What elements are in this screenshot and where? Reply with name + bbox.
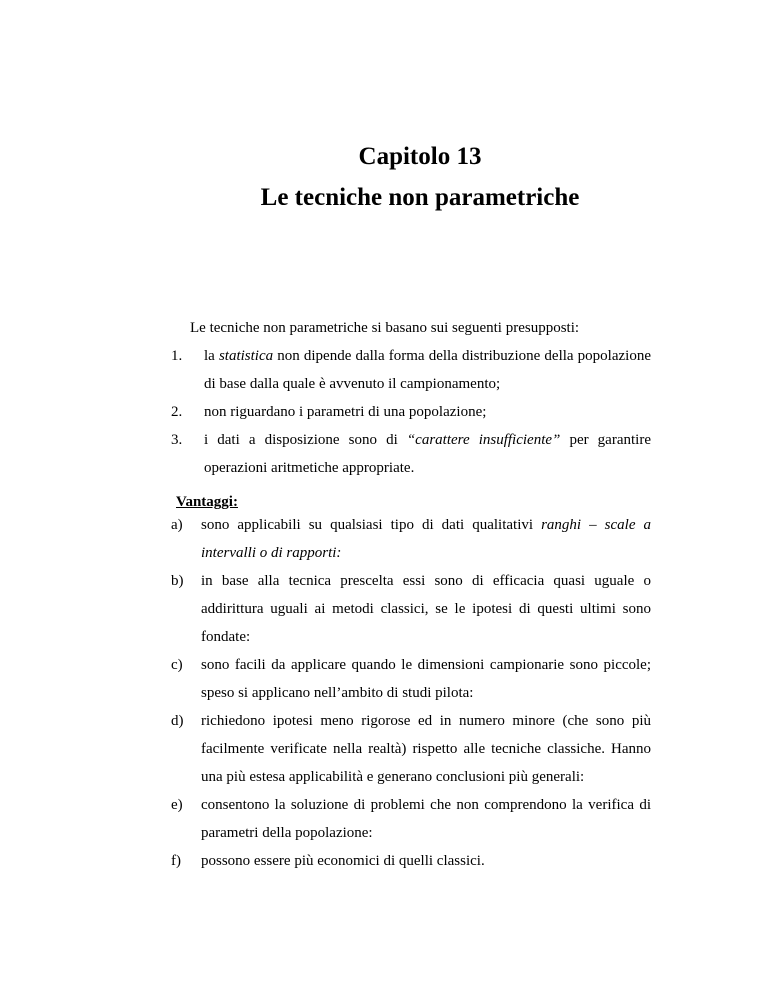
chapter-subtitle: Le tecniche non parametriche	[260, 184, 580, 211]
text-segment: non riguardano i parametri di una popolazione;	[204, 404, 487, 420]
list-item-text: consentono la soluzione di problemi che non comprendono la verifica di parametri della popolazione:	[201, 797, 651, 841]
list-item-text: sono facili da applicare quando le dimensioni campionarie sono piccole; speso si applicano nell’ambito di studi pilota:	[201, 657, 651, 701]
list-item	[171, 847, 651, 875]
list-item-text	[201, 511, 651, 567]
advantages-heading: Vantaggi:	[176, 494, 238, 510]
list-marker: 1.	[171, 348, 183, 364]
list-item	[171, 398, 651, 426]
list-marker: e)	[171, 797, 183, 813]
intro-paragraph: Le tecniche non parametriche si basano sui seguenti presupposti:	[190, 320, 580, 336]
list-item-text	[204, 342, 651, 398]
list-marker: d)	[171, 713, 184, 729]
list-marker: 3.	[171, 432, 183, 448]
list-item	[171, 567, 651, 651]
list-marker: a)	[171, 517, 183, 533]
assumptions-list	[171, 342, 651, 482]
list-marker: b)	[171, 573, 184, 589]
italic-segment: “carattere insufficiente”	[406, 432, 561, 448]
advantages-list	[171, 511, 651, 875]
list-marker: 2.	[171, 404, 183, 420]
text-segment: i dati a disposizione sono di	[204, 432, 407, 448]
text-segment: per garantire operazioni aritmetiche appropriate.	[204, 432, 651, 476]
chapter-title: Capitolo 13	[358, 143, 482, 170]
list-marker: c)	[171, 657, 183, 673]
italic-segment: ranghi – scale a intervalli o di rapporti:	[201, 517, 652, 561]
list-item-text: in base alla tecnica prescelta essi sono di efficacia quasi uguale o addirittura uguali ai metodi classici, se le ipotesi di questi ultimi sono fondate:	[201, 573, 651, 645]
list-item	[171, 426, 651, 482]
list-item-text	[204, 398, 651, 426]
list-item	[171, 511, 651, 567]
list-item	[171, 791, 651, 847]
list-item	[171, 342, 651, 398]
list-item-text: richiedono ipotesi meno rigorose ed in numero minore (che sono più facilmente verificate nella realtà) rispetto alle tecniche classiche. Hanno una più estesa applicabilità e generano conclusioni più generali:	[201, 713, 651, 785]
text-segment: non dipende dalla forma della distribuzione della popolazione di base dalla quale è avvenuto il campionamento;	[204, 348, 651, 392]
list-item-text	[204, 426, 651, 482]
text-segment: sono applicabili su qualsiasi tipo di dati qualitativi	[201, 517, 542, 533]
list-marker: f)	[171, 853, 181, 869]
list-item-text: possono essere più economici di quelli classici.	[201, 853, 485, 869]
text-segment: la	[204, 348, 219, 364]
list-item	[171, 651, 651, 707]
list-item	[171, 707, 651, 791]
italic-segment: statistica	[218, 348, 274, 364]
